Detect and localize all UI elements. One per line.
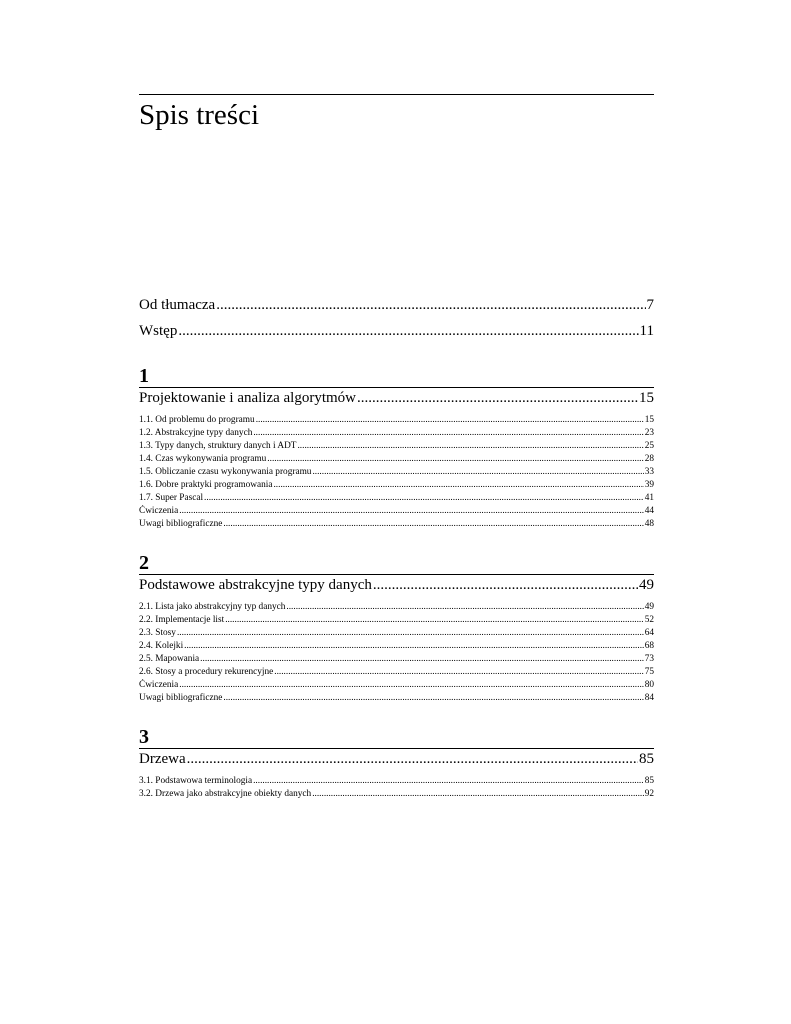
toc-entry-label: 2.4. Kolejki	[139, 641, 184, 651]
toc-entry-label: 3.1. Podstawowa terminologia	[139, 776, 253, 786]
toc-entry-page: 49	[644, 602, 654, 612]
toc-entry-section[interactable]	[139, 440, 654, 452]
dot-leader	[184, 640, 644, 652]
toc-entry-page: 48	[644, 519, 654, 529]
toc-entry-label: 3.2. Drzewa jako abstrakcyjne obiekty danych	[139, 789, 312, 799]
toc-entry-section[interactable]	[139, 692, 654, 704]
toc-entry-page: 80	[644, 680, 654, 690]
toc-entry-page: 15	[644, 415, 654, 425]
toc-entry-page: 85	[644, 776, 654, 786]
toc-entry-page: 52	[644, 615, 654, 625]
toc-entry-label: Ćwiczenia	[139, 680, 179, 690]
toc-entry-section[interactable]	[139, 414, 654, 426]
toc-entry-page: 11	[639, 323, 654, 339]
dot-leader	[253, 427, 643, 439]
dot-leader	[179, 679, 643, 691]
dot-leader	[253, 775, 644, 787]
toc-entry-page: 73	[644, 654, 654, 664]
toc-entry-page: 39	[644, 480, 654, 490]
toc-entry-page: 84	[644, 693, 654, 703]
toc-entry-page: 64	[644, 628, 654, 638]
toc-entry-page: 7	[646, 297, 654, 313]
dot-leader	[267, 453, 643, 465]
toc-entry-section[interactable]	[139, 427, 654, 439]
toc-entry-label: 1.5. Obliczanie czasu wykonywania programu	[139, 467, 312, 477]
dot-leader	[312, 788, 644, 800]
toc-entry-section[interactable]	[139, 666, 654, 678]
toc-entry-section[interactable]	[139, 640, 654, 652]
toc-entry-label: Uwagi bibliograficzne	[139, 519, 223, 529]
toc-entry-label: 2.6. Stosy a procedury rekurencyjne	[139, 667, 274, 677]
dot-leader	[178, 322, 638, 340]
toc-entry-page: 23	[644, 428, 654, 438]
dot-leader	[312, 466, 643, 478]
dot-leader	[223, 518, 643, 530]
toc-entry-label: 2.3. Stosy	[139, 628, 176, 638]
toc-entry-label: 2.1. Lista jako abstrakcyjny typ danych	[139, 602, 286, 612]
chapter-number: 1	[139, 365, 149, 387]
toc-entry-page: 15	[639, 390, 654, 406]
toc-entry-section[interactable]	[139, 627, 654, 639]
toc-entry-page: 28	[644, 454, 654, 464]
toc-entry-section[interactable]	[139, 518, 654, 530]
chapter-number: 3	[139, 726, 149, 748]
toc-entry-front[interactable]	[139, 322, 654, 340]
toc-entry-label: 1.2. Abstrakcyjne typy danych	[139, 428, 253, 438]
toc-entry-label: Podstawowe abstrakcyjne typy danych	[139, 577, 372, 593]
toc-entry-page: 25	[644, 441, 654, 451]
toc-entry-label: 1.7. Super Pascal	[139, 493, 204, 503]
dot-leader	[177, 627, 644, 639]
toc-entry-label: 1.1. Od problemu do programu	[139, 415, 255, 425]
dot-leader	[274, 666, 643, 678]
dot-leader	[187, 750, 638, 768]
toc-entry-section[interactable]	[139, 601, 654, 613]
dot-leader	[297, 440, 643, 452]
toc-entry-chapter[interactable]	[139, 750, 654, 768]
dot-leader	[373, 576, 638, 594]
toc-entry-section[interactable]	[139, 492, 654, 504]
toc-entry-label: Uwagi bibliograficzne	[139, 693, 223, 703]
toc-entry-label: Od tłumacza	[139, 297, 216, 313]
dot-leader	[216, 296, 645, 314]
chapter-number: 2	[139, 552, 149, 574]
toc-entry-page: 41	[644, 493, 654, 503]
toc-entry-page: 33	[644, 467, 654, 477]
toc-entry-section[interactable]	[139, 479, 654, 491]
toc-entry-section[interactable]	[139, 505, 654, 517]
toc-entry-label: 1.4. Czas wykonywania programu	[139, 454, 267, 464]
toc-entry-page: 85	[639, 751, 654, 767]
chapter-rule	[139, 387, 654, 388]
toc-entry-label: 1.6. Dobre praktyki programowania	[139, 480, 273, 490]
toc-entry-label: 1.3. Typy danych, struktury danych i ADT	[139, 441, 297, 451]
toc-entry-label: Wstęp	[139, 323, 178, 339]
toc-entry-section[interactable]	[139, 614, 654, 626]
toc-entry-section[interactable]	[139, 775, 654, 787]
toc-entry-label: 2.5. Mapowania	[139, 654, 200, 664]
dot-leader	[223, 692, 643, 704]
toc-entry-chapter[interactable]	[139, 389, 654, 407]
dot-leader	[256, 414, 644, 426]
chapter-rule	[139, 748, 654, 749]
toc-entry-section[interactable]	[139, 453, 654, 465]
toc-entry-page: 68	[644, 641, 654, 651]
toc-entry-front[interactable]	[139, 296, 654, 314]
dot-leader	[204, 492, 644, 504]
dot-leader	[273, 479, 643, 491]
page-title: Spis treści	[139, 99, 260, 131]
dot-leader	[200, 653, 644, 665]
top-rule	[139, 94, 654, 95]
toc-entry-section[interactable]	[139, 788, 654, 800]
dot-leader	[179, 505, 643, 517]
toc-entry-section[interactable]	[139, 466, 654, 478]
toc-entry-page: 75	[644, 667, 654, 677]
toc-entry-label: Ćwiczenia	[139, 506, 179, 516]
toc-entry-section[interactable]	[139, 679, 654, 691]
dot-leader	[225, 614, 644, 626]
toc-entry-page: 49	[639, 577, 654, 593]
toc-entry-label: Drzewa	[139, 751, 186, 767]
dot-leader	[286, 601, 643, 613]
toc-entry-label: 2.2. Implementacje list	[139, 615, 225, 625]
toc-entry-chapter[interactable]	[139, 576, 654, 594]
toc-entry-section[interactable]	[139, 653, 654, 665]
chapter-rule	[139, 574, 654, 575]
toc-entry-page: 92	[644, 789, 654, 799]
dot-leader	[357, 389, 638, 407]
toc-entry-label: Projektowanie i analiza algorytmów	[139, 390, 357, 406]
toc-entry-page: 44	[644, 506, 654, 516]
